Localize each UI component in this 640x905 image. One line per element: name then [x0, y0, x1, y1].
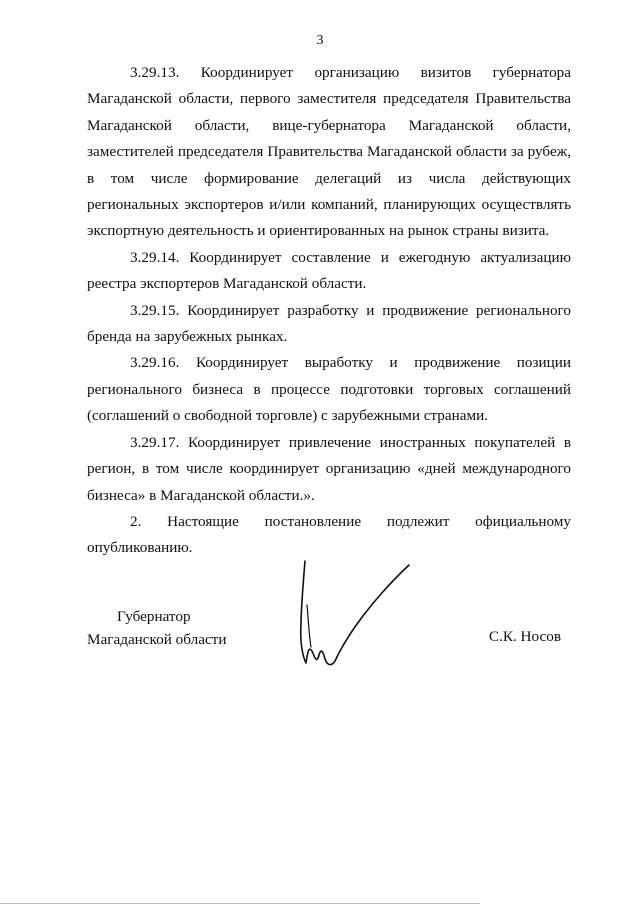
- paragraph-3-29-13: 3.29.13. Координирует организацию визитов губернатора Магаданской области, первого заместителя председателя Правительства Магаданской области, вице-губернатора Магаданской области, заместителей председателя Правительства Магаданской области за рубеж, в том числе формирование делегаций из числа действующих региональных экспортеров и/или компаний, планирующих осуществлять экспортную деятельность и ориентированных на рынок страны визита.: [87, 64, 571, 240]
- paragraph-3-29-16: 3.29.16. Координирует выработку и продвижение позиции регионального бизнеса в процессе подготовки торговых соглашений (соглашений о свободной торговле) с зарубежными странами.: [87, 354, 571, 425]
- paragraph-3-29-17: 3.29.17. Координирует привлечение иностранных покупателей в регион, в том числе координирует организацию «дней международного бизнеса» в Магаданской области.».: [87, 433, 571, 504]
- document-body: [87, 60, 571, 562]
- handwritten-signature: [287, 555, 427, 695]
- signer-title-line1: Губернатор: [117, 608, 191, 625]
- paragraph-2-publication: 2. Настоящие постановление подлежит официальному опубликованию.: [87, 512, 571, 557]
- signature-block: [87, 605, 571, 715]
- signer-title-line2: Магаданской области: [87, 631, 227, 648]
- signer-title: [87, 605, 226, 651]
- bottom-rule: [0, 903, 480, 904]
- page-number: 3: [316, 33, 324, 48]
- signer-name: С.К. Носов: [488, 628, 561, 645]
- paragraph-3-29-14: 3.29.14. Координирует составление и ежегодную актуализацию реестра экспортеров Магаданской области.: [87, 248, 571, 293]
- paragraph-3-29-15: 3.29.15. Координирует разработку и продвижение регионального бренда на зарубежных рынках.: [87, 301, 571, 346]
